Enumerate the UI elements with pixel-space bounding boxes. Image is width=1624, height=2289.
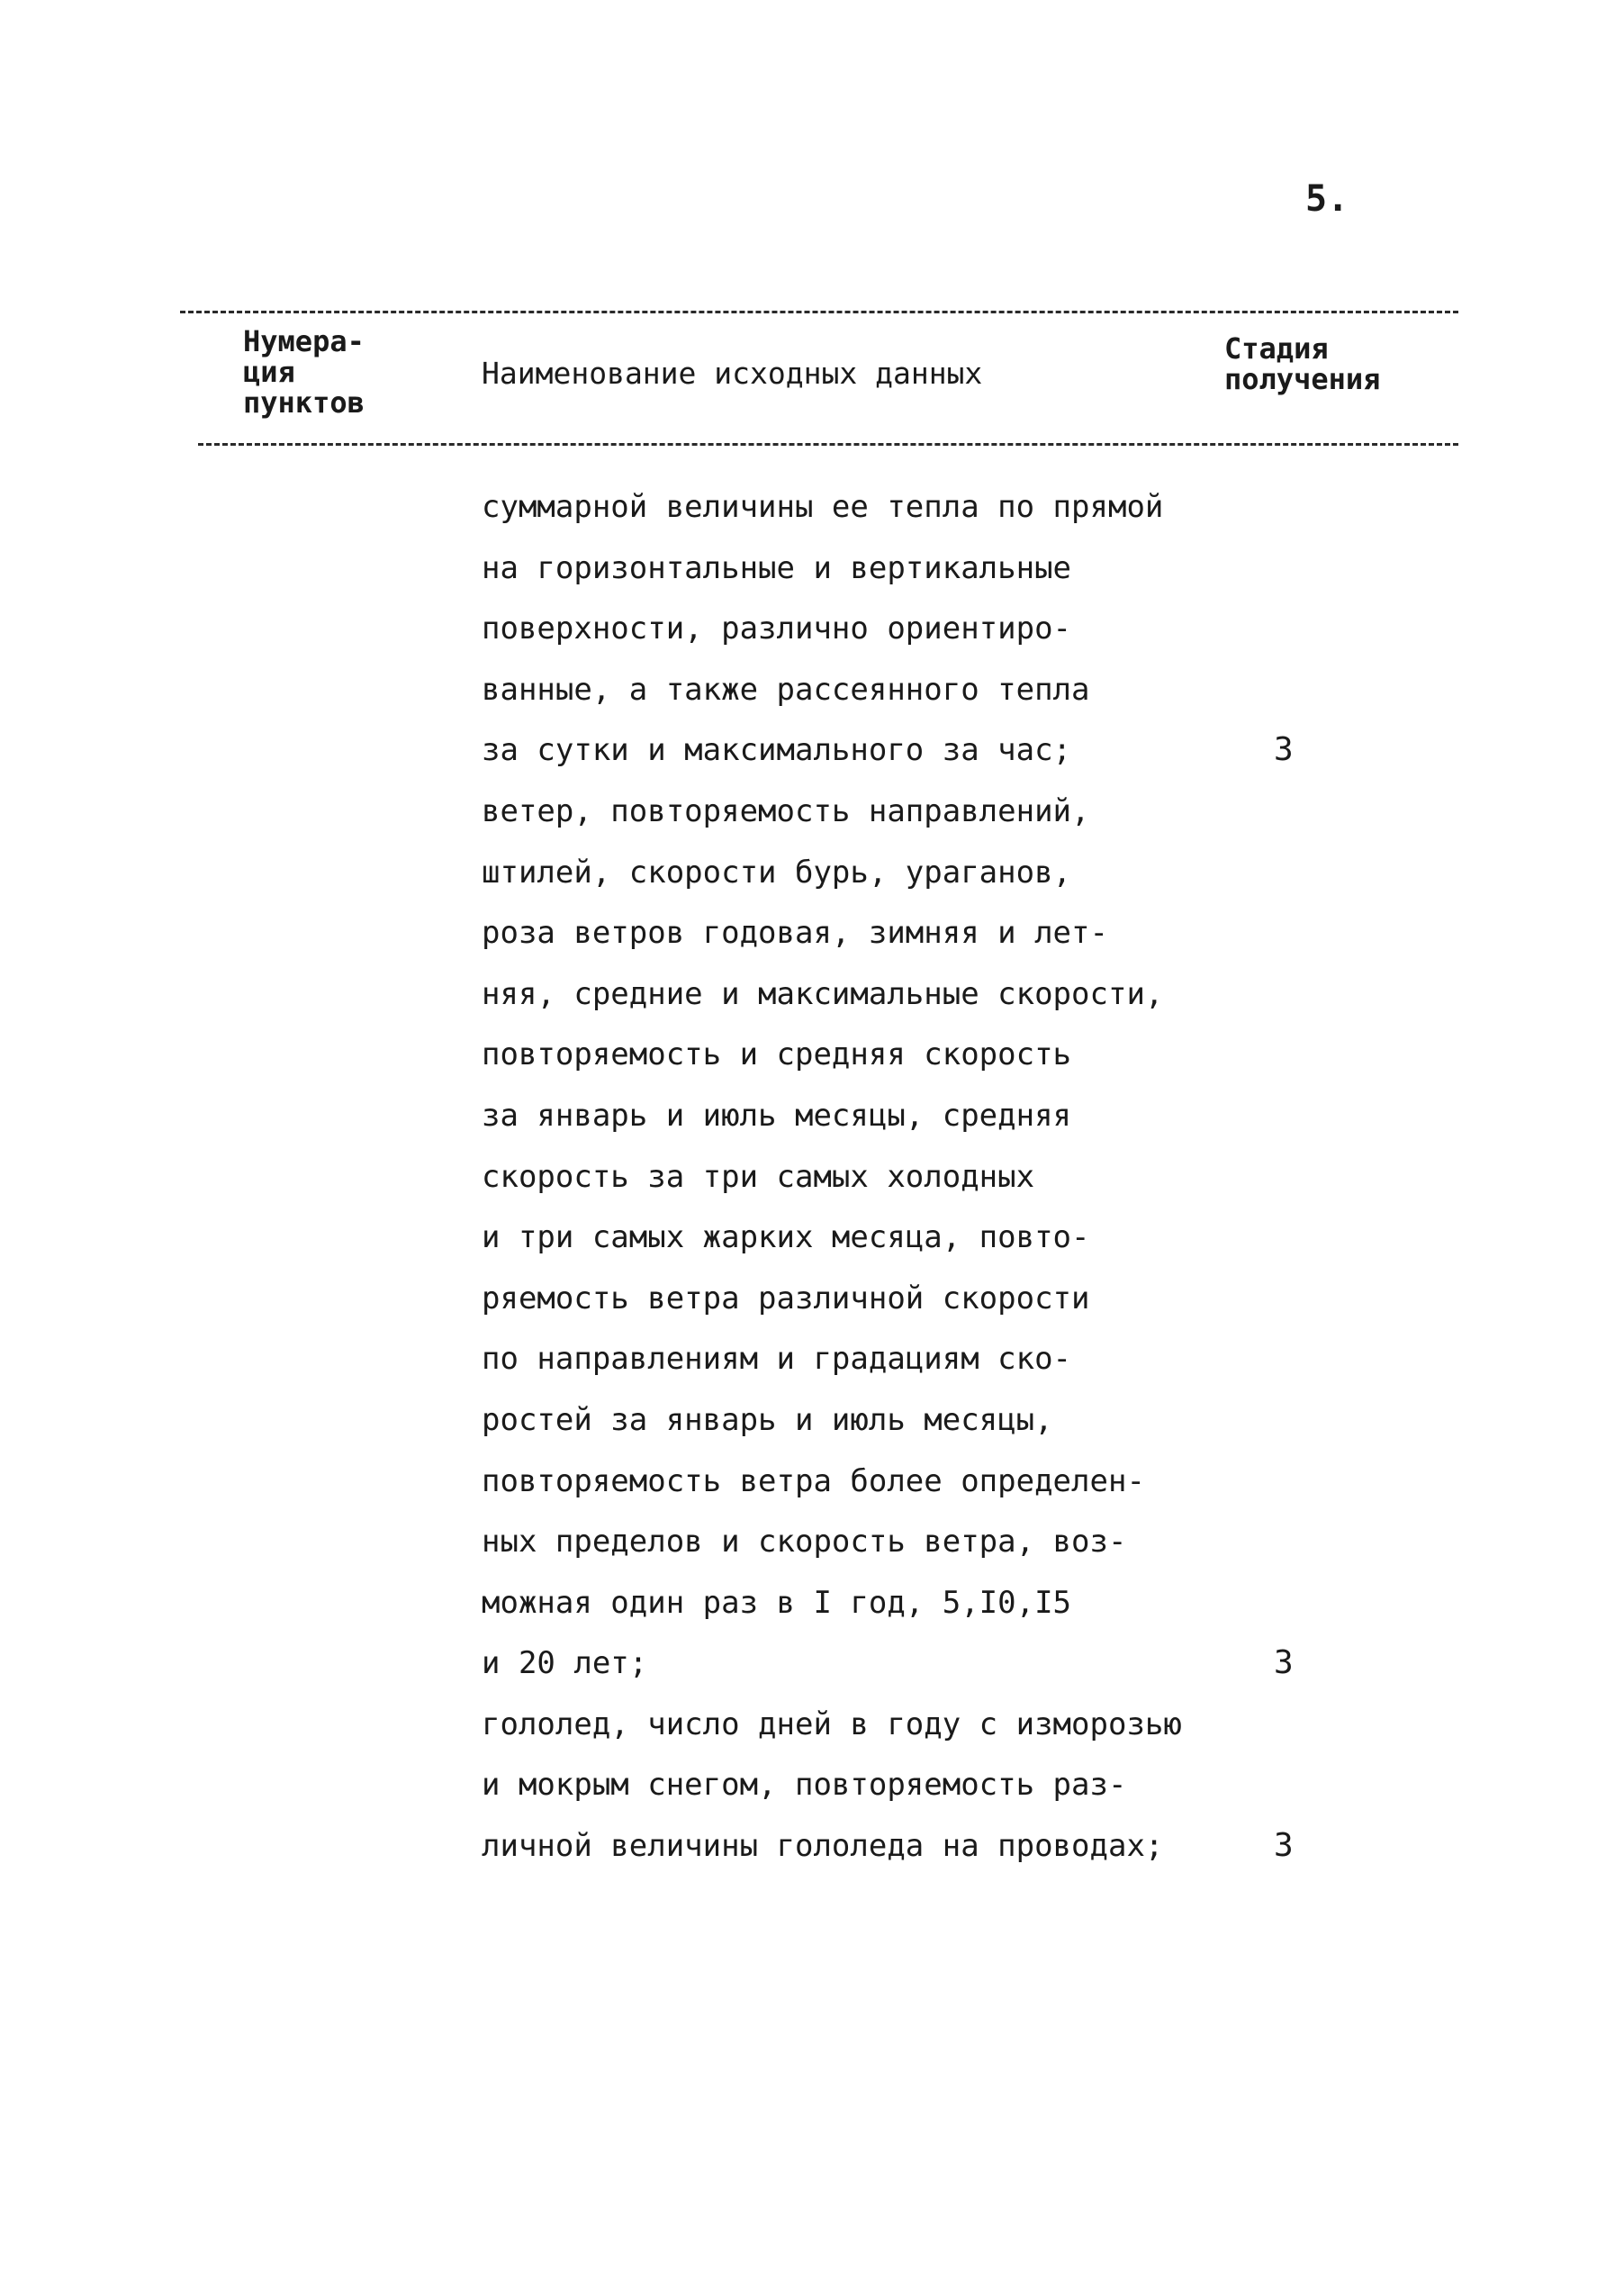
row-text: ных пределов и скорость ветра, воз- [482, 1524, 1127, 1561]
row-text: ростей за январь и июль месяцы, [482, 1401, 1053, 1438]
row-text: и три самых жарких месяца, повто- [482, 1219, 1090, 1256]
table-top-rule [180, 311, 1458, 313]
page-number: 5. [1305, 178, 1349, 220]
table-row [482, 669, 1382, 730]
table-row [482, 1034, 1382, 1095]
table-row [482, 1156, 1382, 1217]
table-row [482, 1521, 1382, 1582]
table-row [482, 1642, 1382, 1704]
header-numbering-line: пунктов [243, 385, 365, 420]
row-text: и 20 лет; [482, 1645, 648, 1682]
table-row [482, 1399, 1382, 1461]
table-row [482, 912, 1382, 973]
header-numbering-line: Нумера- [243, 324, 365, 358]
row-text: ванные, а также рассеянного тепла [482, 671, 1090, 708]
table-row [482, 1704, 1382, 1765]
row-text: на горизонтальные и вертикальные [482, 549, 1072, 586]
header-stage-line: получения [1224, 362, 1381, 396]
row-text: за сутки и максимального за час; [482, 732, 1072, 769]
row-text: суммарной величины ее тепла по прямой [482, 489, 1164, 525]
row-text: за январь и июль месяцы, средняя [482, 1097, 1072, 1134]
header-stage [1224, 333, 1458, 394]
row-text: можная один раз в I год, 5,I0,I5 [482, 1584, 1072, 1621]
table-header-rule [198, 443, 1458, 446]
table-row [482, 1217, 1382, 1278]
table-row [482, 1461, 1382, 1522]
row-text: по направлениям и градациям ско- [482, 1341, 1072, 1378]
row-stage: 3 [1274, 1827, 1294, 1865]
header-name: Наименование исходных данных [482, 356, 983, 391]
row-text: поверхности, различно ориентиро- [482, 611, 1072, 647]
table-row [482, 1582, 1382, 1643]
row-text: повторяемость и средняя скорость [482, 1036, 1072, 1073]
row-text: няя, средние и максимальные скорости, [482, 975, 1164, 1012]
table-row [482, 791, 1382, 852]
row-stage: 3 [1274, 731, 1294, 769]
header-numbering-line: ция [243, 355, 295, 389]
row-text: ряемость ветра различной скорости [482, 1280, 1090, 1316]
row-text: ветер, повторяемость направлений, [482, 792, 1090, 829]
row-text: скорость за три самых холодных [482, 1158, 1035, 1195]
row-text: штилей, скорости бурь, ураганов, [482, 854, 1072, 891]
row-stage: 3 [1274, 1644, 1294, 1682]
table-row [482, 1338, 1382, 1399]
table-row [482, 973, 1382, 1035]
row-text: роза ветров годовая, зимняя и лет- [482, 915, 1108, 952]
table-row [482, 547, 1382, 609]
header-stage-line: Стадия [1224, 331, 1329, 366]
table-row [482, 852, 1382, 913]
table-row [482, 1825, 1382, 1886]
table-row [482, 1764, 1382, 1825]
table-row [482, 729, 1382, 791]
table-row [482, 608, 1382, 669]
row-text: и мокрым снегом, повторяемость раз- [482, 1767, 1127, 1804]
table-body [482, 486, 1382, 1886]
row-text: гололед, число дней в году с изморозью [482, 1705, 1182, 1742]
row-text: повторяемость ветра более определен- [482, 1462, 1145, 1499]
table-row [482, 1278, 1382, 1339]
row-text: личной величины гололеда на проводах; [482, 1828, 1164, 1865]
table-row [482, 1095, 1382, 1156]
header-numbering [243, 326, 423, 418]
table-row [482, 486, 1382, 547]
